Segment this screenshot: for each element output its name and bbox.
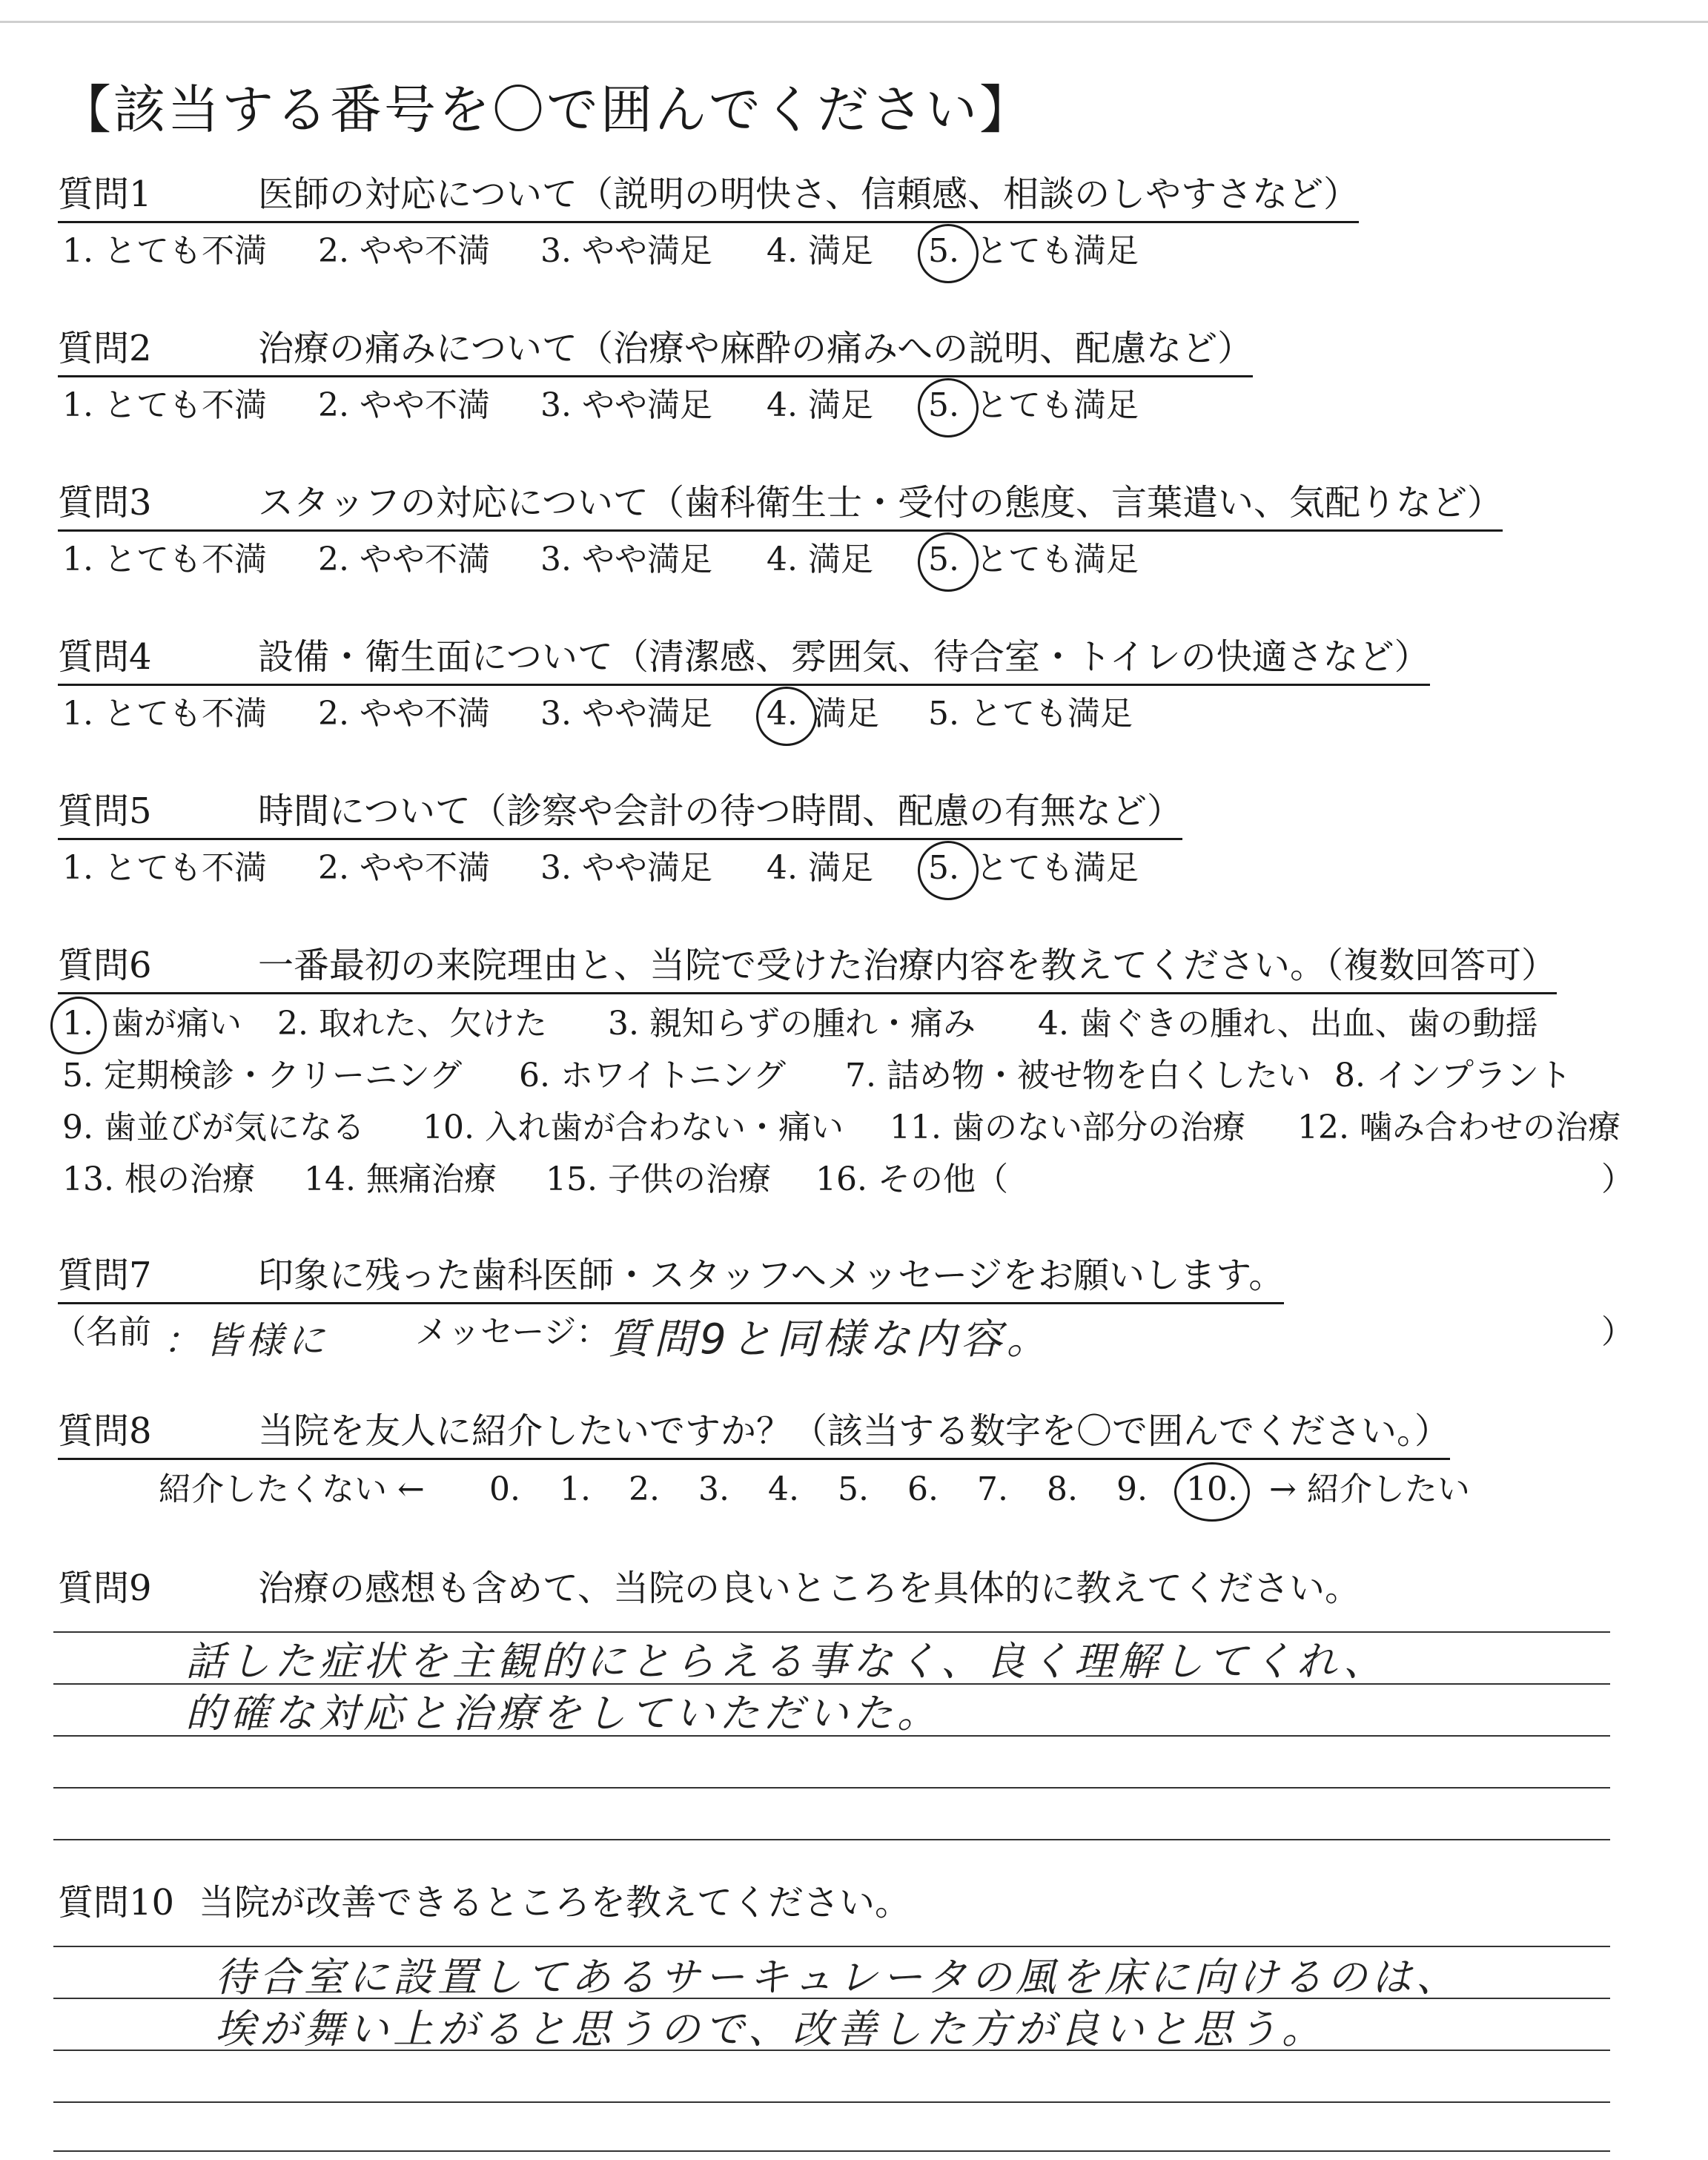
q6-item-2[interactable]: 2. 取れた、欠けた xyxy=(277,1005,547,1043)
q1-option-4[interactable]: 4. 満足 xyxy=(767,232,873,270)
q6-item-16-other[interactable]: 16. その他（ xyxy=(815,1160,1008,1198)
question-10-number: 質問10 xyxy=(58,1882,175,1923)
q8-scale-row xyxy=(0,1468,1708,1511)
question-5-number: 質問5 xyxy=(58,790,152,832)
q9-handwritten-line-2: 的確な対応と治療をしていただいた。 xyxy=(185,1690,941,1737)
q2-option-1[interactable]: 1. とても不満 xyxy=(62,386,267,424)
q4-option-4-selected[interactable] xyxy=(767,693,798,736)
q5-option-5-number: 5. xyxy=(928,847,959,890)
q6-item-1-number: 1. xyxy=(62,1003,93,1046)
q10-answer-line xyxy=(53,2101,1610,2103)
q6-item-3[interactable]: 3. 親知らずの腫れ・痛み xyxy=(608,1005,976,1043)
question-8-heading xyxy=(58,1409,1450,1460)
q8-scale-2[interactable]: 2. xyxy=(629,1470,660,1508)
q2-option-2[interactable]: 2. やや不満 xyxy=(318,386,490,424)
q8-right-label: → 紹介したい xyxy=(1269,1470,1470,1508)
q1-option-5-selected[interactable] xyxy=(928,230,959,273)
q9-answer-line xyxy=(53,1787,1610,1789)
q6-item-1-label: 歯が痛い xyxy=(111,1005,242,1043)
q4-option-4-number: 4. xyxy=(767,693,798,736)
q5-option-4[interactable]: 4. 満足 xyxy=(767,849,873,887)
q6-item-9[interactable]: 9. 歯並びが気になる xyxy=(62,1109,365,1146)
q8-scale-10-selected[interactable] xyxy=(1186,1468,1238,1511)
q3-option-4[interactable]: 4. 満足 xyxy=(767,541,873,578)
q6-item-5[interactable]: 5. 定期検診・クリーニング xyxy=(62,1057,463,1094)
question-5-text: 時間について（診察や会計の待つ時間、配慮の有無など） xyxy=(258,790,1183,832)
question-2-heading xyxy=(58,326,1253,377)
question-2-number: 質問2 xyxy=(58,328,152,369)
q8-scale-5[interactable]: 5. xyxy=(838,1470,869,1508)
question-4-text: 設備・衛生面について（清潔感、雰囲気、待合室・トイレの快適さなど） xyxy=(258,636,1430,678)
page-top-border xyxy=(0,0,1708,23)
q2-option-3[interactable]: 3. やや満足 xyxy=(540,386,712,424)
q4-option-2[interactable]: 2. やや不満 xyxy=(318,695,490,733)
question-9-number: 質問9 xyxy=(58,1568,152,1609)
question-3-number: 質問3 xyxy=(58,482,152,524)
q4-option-1[interactable]: 1. とても不満 xyxy=(62,695,267,733)
q6-item-1-selected[interactable] xyxy=(62,1003,93,1046)
q2-option-4[interactable]: 4. 満足 xyxy=(767,386,873,424)
q1-option-1[interactable]: 1. とても不満 xyxy=(62,232,267,270)
question-2-text: 治療の痛みについて（治療や麻酔の痛みへの説明、配慮など） xyxy=(258,328,1254,369)
q7-close-paren: ） xyxy=(1601,1313,1634,1351)
q8-scale-3[interactable]: 3. xyxy=(698,1470,729,1508)
q1-option-3[interactable]: 3. やや満足 xyxy=(540,232,712,270)
q4-option-3[interactable]: 3. やや満足 xyxy=(540,695,712,733)
q8-scale-6[interactable]: 6. xyxy=(907,1470,939,1508)
q8-left-label: 紹介したくない ← xyxy=(159,1470,425,1508)
q10-handwritten-line-2: 埃が舞い上がると思うので、改善した方が良いと思う。 xyxy=(215,2006,1326,2052)
q6-item-7[interactable]: 7. 詰め物・被せ物を白くしたい xyxy=(845,1057,1311,1094)
q6-item-6[interactable]: 6. ホワイトニング xyxy=(519,1057,787,1094)
q6-other-close-paren: ） xyxy=(1601,1160,1634,1198)
question-10-heading xyxy=(58,1880,910,1929)
q3-option-5-label: とても満足 xyxy=(976,541,1139,578)
question-10-text: 当院が改善できるところを教えてください。 xyxy=(199,1882,911,1923)
question-8-number: 質問8 xyxy=(58,1410,152,1452)
question-3-text: スタッフの対応について（歯科衛生士・受付の態度、言葉遣い、気配りなど） xyxy=(258,482,1503,524)
q8-scale-9[interactable]: 9. xyxy=(1116,1470,1148,1508)
page-title: 【該当する番号を〇で囲んでください】 xyxy=(59,79,1033,140)
q5-option-5-selected[interactable] xyxy=(928,847,959,890)
question-9-heading xyxy=(58,1566,1360,1615)
question-6-number: 質問6 xyxy=(58,945,152,986)
q9-handwritten-line-1: 話した症状を主観的にとらえる事なく、良く理解してくれ、 xyxy=(185,1638,1388,1685)
q6-item-10[interactable]: 10. 入れ歯が合わない・痛い xyxy=(423,1109,844,1146)
question-1-number: 質問1 xyxy=(58,174,152,215)
question-6-text: 一番最初の来院理由と、当院で受けた治療内容を教えてください。（複数回答可） xyxy=(258,945,1558,986)
q8-scale-10-number: 10. xyxy=(1186,1468,1238,1511)
q2-option-5-selected[interactable] xyxy=(928,384,959,427)
q8-scale-0[interactable]: 0. xyxy=(489,1470,520,1508)
question-4-number: 質問4 xyxy=(58,636,152,678)
q6-item-12[interactable]: 12. 噛み合わせの治療 xyxy=(1297,1109,1621,1146)
q2-option-5-number: 5. xyxy=(928,384,959,427)
q1-option-5-label: とても満足 xyxy=(976,232,1139,270)
q7-name-label: （名前 xyxy=(53,1313,151,1351)
q2-option-5-label: とても満足 xyxy=(976,386,1139,424)
q5-option-2[interactable]: 2. やや不満 xyxy=(318,849,490,887)
q9-answer-line xyxy=(53,1839,1610,1840)
q6-item-14[interactable]: 14. 無痛治療 xyxy=(304,1160,497,1198)
q7-name-handwritten: ：皆様に xyxy=(163,1319,329,1362)
q3-option-3[interactable]: 3. やや満足 xyxy=(540,541,712,578)
q4-option-5[interactable]: 5. とても満足 xyxy=(928,695,1133,733)
q3-option-2[interactable]: 2. やや不満 xyxy=(318,541,490,578)
q6-item-11[interactable]: 11. 歯のない部分の治療 xyxy=(890,1109,1245,1146)
question-6-heading xyxy=(58,943,1557,994)
q3-option-1[interactable]: 1. とても不満 xyxy=(62,541,267,578)
question-3-heading xyxy=(58,480,1503,532)
q3-option-5-selected[interactable] xyxy=(928,538,959,581)
question-5-heading xyxy=(58,789,1182,840)
question-4-heading xyxy=(58,635,1430,686)
q6-item-8[interactable]: 8. インプラント xyxy=(1334,1057,1572,1094)
q1-option-2[interactable]: 2. やや不満 xyxy=(318,232,490,270)
q8-scale-1[interactable]: 1. xyxy=(560,1470,591,1508)
question-7-text: 印象に残った歯科医師・スタッフへメッセージをお願いします。 xyxy=(258,1255,1285,1296)
q5-option-1[interactable]: 1. とても不満 xyxy=(62,849,267,887)
q7-message-label: メッセージ： xyxy=(415,1313,609,1351)
q5-option-3[interactable]: 3. やや満足 xyxy=(540,849,712,887)
q8-scale-8[interactable]: 8. xyxy=(1047,1470,1078,1508)
question-7-number: 質問7 xyxy=(58,1255,152,1296)
q5-option-5-label: とても満足 xyxy=(976,849,1139,887)
question-7-heading xyxy=(58,1253,1284,1304)
q6-item-15[interactable]: 15. 子供の治療 xyxy=(546,1160,771,1198)
q4-option-4-label: 満足 xyxy=(814,695,879,733)
question-1-heading xyxy=(58,172,1359,223)
q6-item-13[interactable]: 13. 根の治療 xyxy=(62,1160,255,1198)
question-8-text: 当院を友人に紹介したいですか？（該当する数字を〇で囲んでください。） xyxy=(258,1410,1451,1452)
q7-message-handwritten: 質問9と同様な内容。 xyxy=(608,1315,1053,1364)
q10-answer-line xyxy=(53,2150,1610,2152)
question-9-text: 治療の感想も含めて、当院の良いところを具体的に教えてください。 xyxy=(258,1568,1361,1609)
q8-scale-7[interactable]: 7. xyxy=(977,1470,1008,1508)
q3-option-5-number: 5. xyxy=(928,538,959,581)
q8-scale-4[interactable]: 4. xyxy=(768,1470,799,1508)
q10-handwritten-line-1: 待合室に設置してあるサーキュレータの風を床に向けるのは、 xyxy=(215,1954,1460,2001)
question-1-text: 医師の対応について（説明の明快さ、信頼感、相談のしやすさなど） xyxy=(258,174,1360,215)
q6-item-4[interactable]: 4. 歯ぐきの腫れ、出血、歯の動揺 xyxy=(1038,1005,1538,1043)
q1-option-5-number: 5. xyxy=(928,230,959,273)
